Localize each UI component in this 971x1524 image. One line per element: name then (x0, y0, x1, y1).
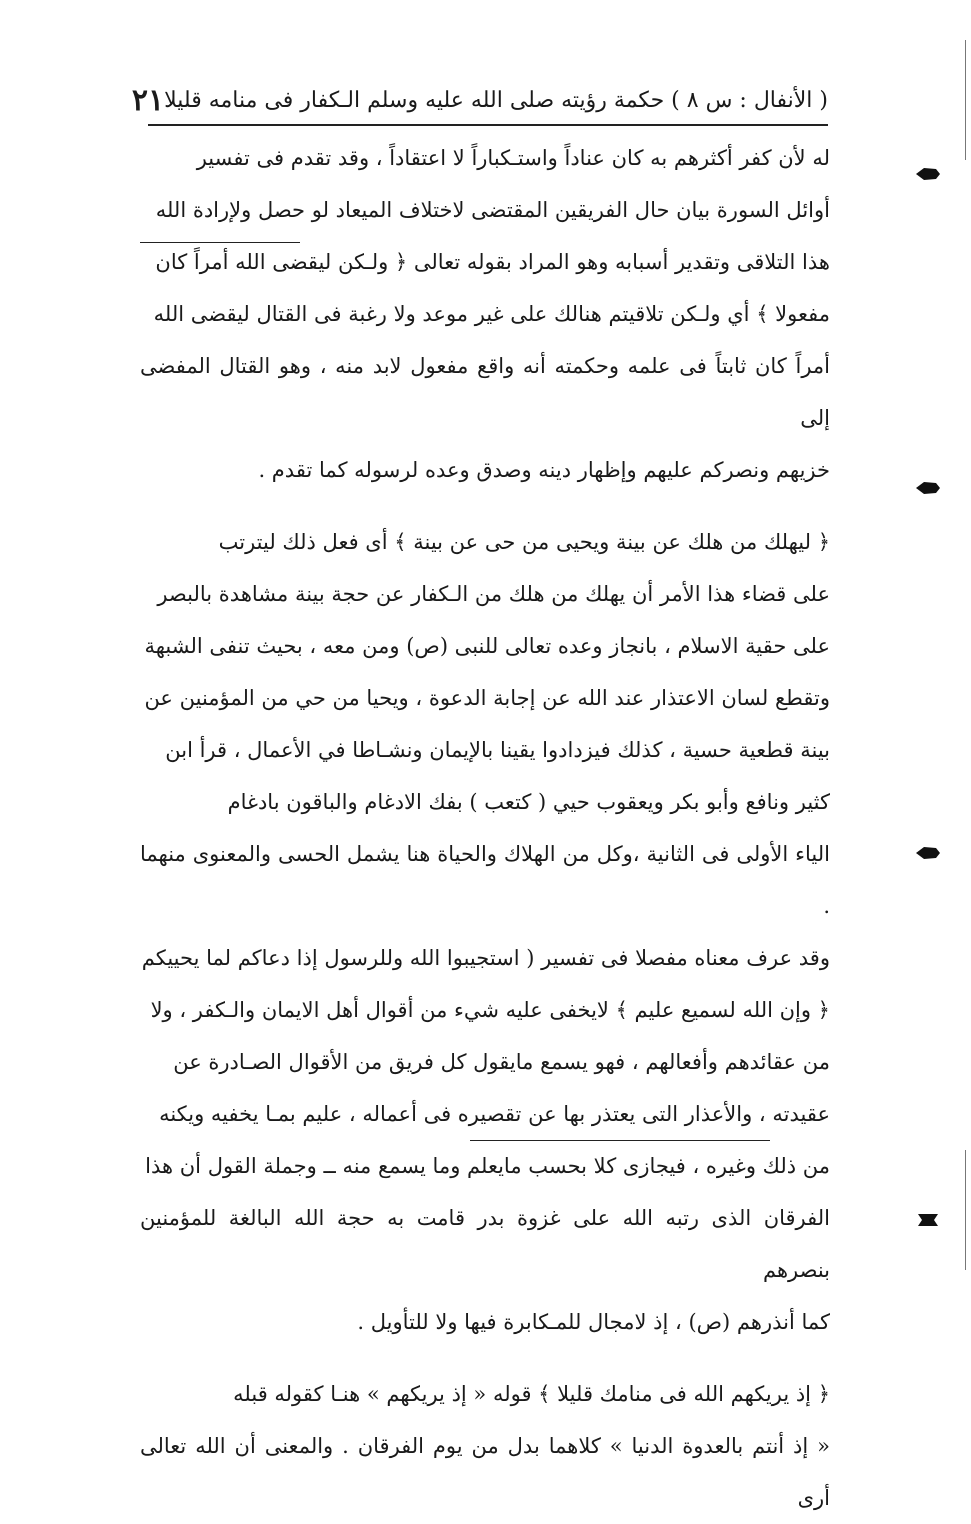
margin-ornament-icon (916, 480, 940, 496)
text-line: كما أنذرهم (ص) ، إذ لامجال للمـكابرة فيها ولا للتأويل . (357, 1310, 830, 1334)
body-text (140, 132, 830, 1524)
paragraph (140, 984, 830, 1348)
text-line: هذا التلاقى وتقدير أسبابه وهو المراد بقوله تعالى ﴿ ولـكن ليقضى الله أمراً كان (155, 250, 830, 274)
scan-edge-line (965, 1150, 966, 1270)
text-line: من ذلك وغيره ، فيجازى كلا بحسب مايعلم وما يسمع منه ــ وجملة القول أن هذا (145, 1154, 830, 1178)
text-line: على قضاء هذا الأمر أن يهلك من هلك من الـكفار عن حجة بينة مشاهدة بالبصر (157, 582, 830, 606)
section-gap (140, 1348, 830, 1368)
text-line: له لأن كفر أكثرهم به كان عناداً واستـكباراً لا اعتقاداً ، وقد تقدم فى تفسير (196, 146, 830, 170)
paragraph (140, 1368, 830, 1524)
text-line: الياء الأولى فى الثانية ،وكل من الهلاك والحياة هنا يشمل الحسى والمعنوى منهما . (140, 842, 830, 918)
text-line: « إذ أنتم بالعدوة الدنيا » كلاهما بدل من يوم الفرقان . والمعنى أن الله تعالى أرى (140, 1434, 830, 1510)
text-line: أوائل السورة بيان حال الفريقين المقتضى لاختلاف الميعاد لو حصل ولإرادة الله (155, 198, 830, 222)
section-gap (140, 496, 830, 516)
margin-ornament-icon (916, 166, 940, 182)
text-line: الفرقان الذى رتبه الله على غزوة بدر قامت به حجة الله البالغة للمؤمنين بنصرهم (140, 1206, 830, 1282)
text-line: ﴿ ليهلك من هلك عن بينة ويحيى من حى عن بينة ﴾ أى فعل ذلك ليترتب (218, 530, 830, 554)
text-line: من عقائدهم وأفعالهم ، فهو يسمع مايقول كل فريق من الأقوال الصـادرة عن (173, 1050, 830, 1074)
text-line: أمراً كان ثابتاً فى علمه وحكمته أنه واقع مفعول لابد منه ، وهو القتال المفضى إلى (140, 354, 830, 430)
paragraph (140, 132, 830, 496)
margin-ornament-icon (916, 1212, 940, 1228)
scan-edge-line (965, 40, 966, 160)
header-rule (148, 124, 828, 126)
margin-ornament-icon (916, 845, 940, 861)
text-line: عقيدته ، والأعذار التى يعتذر بها عن تقصيره فى أعماله ، عليم بمـا يخفيه ويكنه (159, 1102, 830, 1126)
text-line: وتقطع لسان الاعتذار عند الله عن إجابة الدعوة ، ويحيا من حي من المؤمنين عن (144, 686, 830, 710)
verse-rule (470, 1140, 770, 1141)
text-line: كثير ونافع وأبو بكر ويعقوب حيي ( كتعب ) بفك الادغام والباقون بادغام (227, 790, 830, 814)
text-line: وقد عرف معناه مفصلا فى تفسير ( استجيبوا الله وللرسول إذا دعاكم لما يحييكم (141, 946, 830, 970)
header-title: ( الأنفال : س ٨ ) حكمة رؤيته صلى الله عليه وسلم الـكفار فى منامه قليلا (164, 87, 828, 113)
text-line: ﴿ وإن الله لسميع عليم ﴾ لايخفى عليه شيء من أقوال أهل الايمان والـكفر ، ولا (150, 998, 830, 1022)
running-header (131, 80, 828, 120)
text-line: ﴿ إذ يريكهم الله فى منامك قليلا ﴾ قوله « إذ يريكهم » هنـا كقوله قبله (233, 1382, 830, 1406)
page-number: ٢١ (131, 82, 165, 118)
text-line: على حقية الاسلام ، بانجاز وعده تعالى للنبى (ص) ومن معه ، بحيث تنفى الشبهة (144, 634, 830, 658)
text-line: بينة قطعية حسية ، كذلك فيزدادوا يقينا بالإيمان ونشـاطا في الأعمال ، قرأ ابن (165, 738, 830, 762)
verse-rule (140, 242, 300, 243)
paragraph (140, 516, 830, 984)
text-line: مفعولا ﴾ أي ولـكن تلاقيتم هنالك على غير موعد ولا رغبة فى القتال ليقضى الله (153, 302, 830, 326)
text-line: خزيهم ونصركم عليهم وإظهار دينه وصدق وعده لرسوله كما تقدم . (258, 458, 830, 482)
